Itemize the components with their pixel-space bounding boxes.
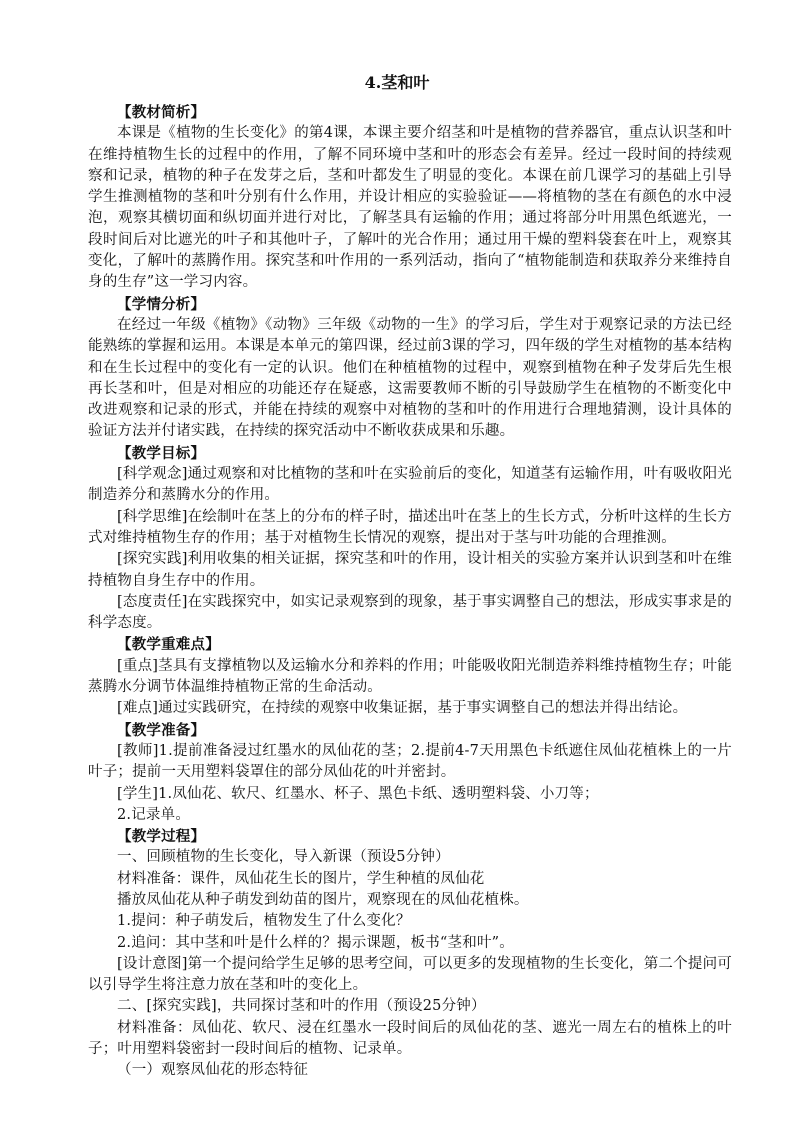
paragraph: 1.提问：种子萌发后，植物发生了什么变化？ bbox=[117, 913, 411, 930]
paragraph: [探究实践]利用收集的相关证据，探究茎和叶的作用，设计相关的实验方案并认识到茎和叶在维持植物自身生存中的作用。 bbox=[88, 551, 732, 589]
section-heading: 【教学准备】 bbox=[117, 721, 206, 739]
paragraph: [重点]茎具有支撑植物以及运输水分和养料的作用；叶能吸收阳光制造养料维持植物生存；叶能蒸腾水分调节体温维持植物正常的生命活动。 bbox=[88, 657, 732, 696]
paragraph: 本课是《植物的生长变化》的第4课，本课主要介绍茎和叶是植物的营养器官，重点认识茎和叶在维持植物生长的过程中的作用，了解不同环境中茎和叶的形态会有差异。经过一段时间的持续观察和记录，植物的种子在发芽之后，茎和叶都发生了明显的变化。本课在前几课学习的基础上引导学生推测植物的茎和叶分别有什么作用，并设计相应的实验验证——将植物的茎在有颜色的水中浸泡，观察其横切面和纵切面并进行对比，了解茎具有运输的作用；通过将部分叶用黑色纸遮光，一段时间后对比遮光的叶子和其他叶子，了解叶的光合作用；通过用干燥的塑料袋套在叶上，观察其变化，了解叶的蒸腾作用。探究茎和叶作用的一系列活动，指向了“植物能制造和获取养分来维持自身的生存”这一学习内容。 bbox=[88, 125, 732, 291]
paragraph: 2.记录单。 bbox=[117, 806, 191, 823]
page-title: 4.茎和叶 bbox=[364, 73, 430, 92]
section-heading: 【教学目标】 bbox=[117, 444, 206, 462]
paragraph: 在经过一年级《植物》《动物》三年级《动物的一生》的学习后，学生对于观察记录的方法已经能熟练的掌握和运用。本课是本单元的第四课，经过前3课的学习，四年级的学生对植物的基本结构和在生长过程中的变化有一定的认识。他们在种植植物的过程中，观察到植物在种子发芽后先生根再长茎和叶，但是对相应的功能还存在疑惑，这需要教师不断的引导鼓励学生在植物的不断变化中改进观察和记录的形式，并能在持续的观察中对植物的茎和叶的作用进行合理地猜测，设计具体的验证方法并付诸实践，在持续的探究活动中不断收获成果和乐趣。 bbox=[88, 316, 732, 440]
paragraph: [科学思维]在绘制叶在茎上的分布的样子时，描述出叶在茎上的生长方式，分析叶这样的生长方式对维持植物生存的作用；基于对植物生长情况的观察，提出对于茎与叶功能的合理推测。 bbox=[88, 508, 732, 546]
section-heading: 【教学过程】 bbox=[117, 828, 206, 846]
paragraph: 材料准备：课件，凤仙花生长的图片，学生种植的凤仙花 bbox=[117, 870, 485, 887]
paragraph: 材料准备：凤仙花、软尺、浸在红墨水一段时间后的凤仙花的茎、遮光一周左右的植株上的叶子；叶用塑料袋密封一段时间后的植物、记录单。 bbox=[88, 1019, 732, 1058]
document-body bbox=[88, 102, 732, 1082]
section-heading: 【教学重难点】 bbox=[117, 636, 220, 654]
paragraph: [科学观念]通过观察和对比植物的茎和叶在实验前后的变化，知道茎有运输作用，叶有吸收阳光制造养分和蒸腾水分的作用。 bbox=[88, 466, 732, 504]
paragraph: [教师]1.提前准备浸过红墨水的凤仙花的茎；2.提前4-7天用黑色卡纸遮住凤仙花植株上的一片叶子；提前一天用塑料袋罩住的部分凤仙花的叶并密封。 bbox=[88, 742, 732, 781]
paragraph: [难点]通过实践研究，在持续的观察中收集证据，基于事实调整自己的想法并得出结论。 bbox=[117, 700, 688, 717]
paragraph: [学生]1.凤仙花、软尺、红墨水、杯子、黑色卡纸、透明塑料袋、小刀等； bbox=[117, 785, 599, 802]
paragraph: 一、回顾植物的生长变化，导入新课（预设5分钟） bbox=[117, 849, 450, 866]
subsection-heading: （一）观察凤仙花的形态特征 bbox=[117, 1062, 309, 1079]
paragraph: 2.追问：其中茎和叶是什么样的？揭示课题，板书“茎和叶”。 bbox=[117, 934, 514, 951]
paragraph: 二、[探究实践]，共同探讨茎和叶的作用（预设25分钟） bbox=[117, 998, 486, 1015]
paragraph: [设计意图]第一个提问给学生足够的思考空间，可以更多的发现植物的生长变化，第二个提问可以引导学生将注意力放在茎和叶的变化上。 bbox=[88, 955, 732, 994]
section-heading: 【教材简析】 bbox=[117, 104, 206, 121]
section-heading: 【学情分析】 bbox=[117, 295, 206, 313]
paragraph: [态度责任]在实践探究中，如实记录观察到的现象，基于事实调整自己的想法，形成实事求是的科学态度。 bbox=[88, 593, 732, 632]
paragraph: 播放凤仙花从种子萌发到幼苗的图片，观察现在的凤仙花植株。 bbox=[117, 891, 529, 908]
